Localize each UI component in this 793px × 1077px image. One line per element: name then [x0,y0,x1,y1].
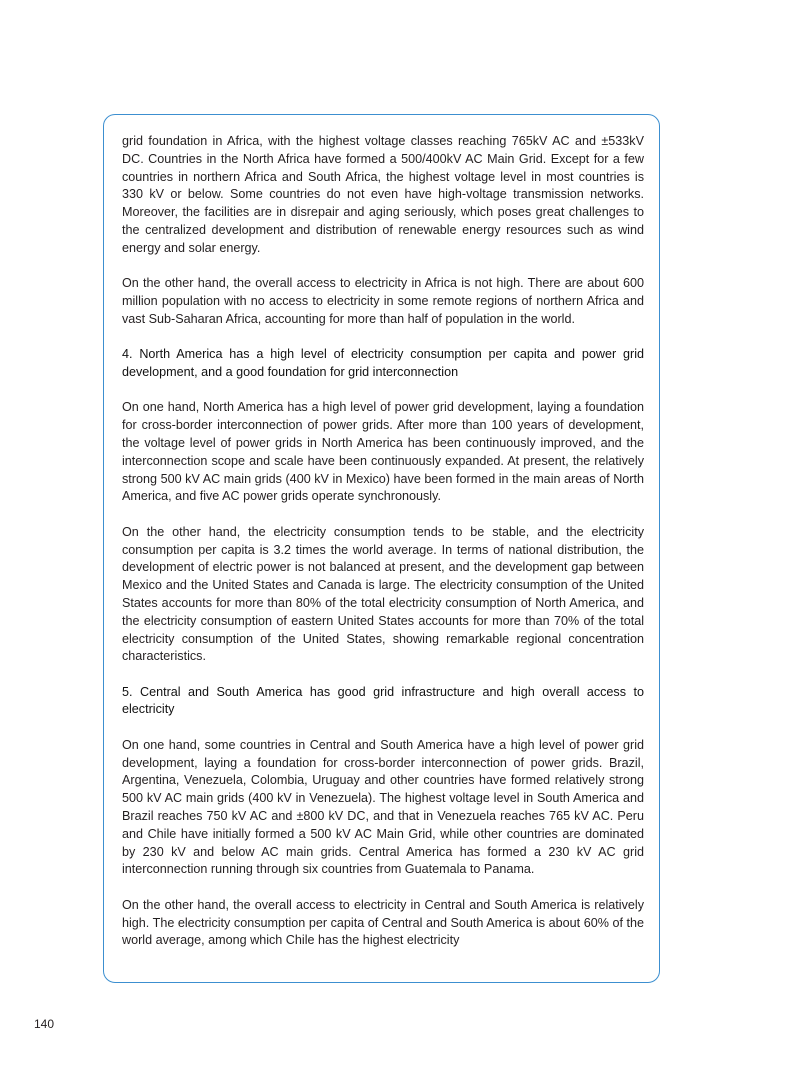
paragraph-africa-access: On the other hand, the overall access to electricity in Africa is not high. There are about 600 million population with no access to electricity in some remote regions of northern Africa and vast Sub-Saharan Africa, accounting for more than half of population in the world. [122,276,644,326]
paragraph-central-south-america-grid: On one hand, some countries in Central and South America have a high level of power grid development, laying a foundation for cross-border interconnection of power grids. Brazil, Argentina, Venezuela, Colombia, Uruguay and other countries have formed relatively strong 500 kV AC main grids (400 kV in Venezuela). The highest voltage level in South America and Brazil reaches 750 kV AC and ±800 kV DC, and that in Venezuela reaches 765 kV AC. Peru and Chile have initially formed a 500 kV AC Main Grid, while other countries are dominated by 230 kV and below AC main grids. Central America has formed a 230 kV AC grid interconnection running through six countries from Guatemala to Panama. [122,737,644,877]
paragraph-north-america-grid: On one hand, North America has a high level of power grid development, laying a foundation for cross-border interconnection of power grids. After more than 100 years of development, the voltage level of power grids in North America has been continuously improved, and the interconnection scope and scale have been continuously expanded. At present, the relatively strong 500 kV AC main grids (400 kV in Mexico) have been formed in the main areas of North America, and five AC power grids operate synchronously. [122,400,644,504]
text-column [122,133,644,968]
paragraph-north-america-consumption: On the other hand, the electricity consumption tends to be stable, and the electricity consumption per capita is 3.2 times the world average. In terms of national distribution, the development of electric power is not balanced at present, and the development gap between Mexico and the United States and Canada is large. The electricity consumption of the United States accounts for more than 80% of the total electricity consumption of North America, and the electricity consumption of eastern United States accounts for more than 70% of the total electricity consumption of the United States, showing remarkable regional concentration characteristics. [122,524,644,664]
page-number: 140 [34,1017,55,1031]
section-heading-north-america: 4. North America has a high level of electricity consumption per capita and power grid development, and a good foundation for grid interconnection [122,347,644,379]
paragraph-africa-grid: grid foundation in Africa, with the highest voltage classes reaching 765kV AC and ±533kV DC. Countries in the North Africa have formed a 500/400kV AC Main Grid. Except for a few countries in northern Africa and South Africa, the highest voltage level in most countries is 330 kV or below. Some countries do not even have high-voltage transmission networks. Moreover, the facilities are in disrepair and aging seriously, which poses great challenges to the centralized development and distribution of renewable energy resources such as wind energy and solar energy. [122,134,644,255]
section-heading-central-south-america: 5. Central and South America has good grid infrastructure and high overall access to electricity [122,684,644,717]
paragraph-central-south-america-access: On the other hand, the overall access to electricity in Central and South America is relatively high. The electricity consumption per capita of Central and South America is about 60% of the world average, among which Chile has the highest electricity [122,897,644,948]
